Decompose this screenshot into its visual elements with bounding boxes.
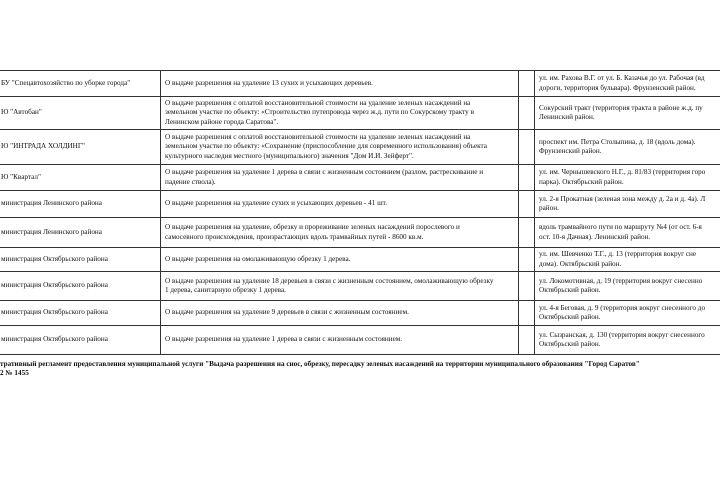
address-line: Октябрьский район. xyxy=(539,340,601,348)
applicant-cell: министрация Октябрьского района xyxy=(0,248,161,272)
decision-cell xyxy=(161,326,519,355)
applicant-cell: министрация Ленинского района xyxy=(0,191,161,218)
decision-line: О выдаче разрешения на омолаживающую обрезку 1 дерева. xyxy=(165,254,351,263)
address-line: парка). Октябрьский район. xyxy=(539,177,624,186)
table-row xyxy=(0,272,720,301)
address-cell xyxy=(535,97,720,130)
address-line: ул. Сызранская, д. 130 (территория вокруг снесенного xyxy=(539,330,705,339)
spacer-cell xyxy=(519,248,535,272)
decision-cell xyxy=(161,71,519,97)
permits-table-body xyxy=(0,71,720,355)
address-cell xyxy=(535,218,720,248)
table-row xyxy=(0,301,720,326)
address-line: ул. им. Шевченко Т.Г., д. 13 (территория вокруг сне xyxy=(539,250,697,259)
table-row xyxy=(0,165,720,191)
decision-cell xyxy=(161,301,519,326)
decision-line: О выдаче разрешения на удаление 1 дерева в связи с жизненным состоянием (разлом, растрескивание и xyxy=(165,168,484,177)
decision-cell xyxy=(161,97,519,130)
decision-line: О выдаче разрешения на удаление, обрезку и прореживание зеленых насаждений порослевого и xyxy=(165,223,460,232)
decision-line: О выдаче разрешения на удаление 13 сухих и усыхающих деревьев. xyxy=(165,78,373,87)
decision-line: земельном участке по объекту: «Строительство путепровода через ж.д. пути по Сокурскому тракту в xyxy=(165,108,474,117)
spacer-cell xyxy=(519,97,535,130)
address-cell xyxy=(535,326,720,355)
table-row xyxy=(0,71,720,97)
address-cell xyxy=(535,301,720,326)
address-line: дороги, территория бульвара). Фрунзенский район. xyxy=(539,83,696,92)
table-row xyxy=(0,248,720,272)
address-line: Фрунзенский район. xyxy=(539,147,602,155)
spacer-cell xyxy=(519,272,535,301)
decision-cell xyxy=(161,272,519,301)
applicant-cell: министрация Октябрьского района xyxy=(0,272,161,301)
table-row xyxy=(0,97,720,130)
applicant-cell: министрация Октябрьского района xyxy=(0,301,161,326)
decision-line: О выдаче разрешения с оплатой восстановительной стоимости на удаление зеленых насаждений на xyxy=(165,99,471,108)
decision-line: О выдаче разрешения с оплатой восстановительной стоимости на удаление зеленых насаждений на xyxy=(165,133,471,142)
decision-line: О выдаче разрешения на удаление сухих и усыхающих деревьев - 41 шт. xyxy=(165,199,388,208)
decision-line: О выдаче разрешения на удаление 1 дерева в связи с жизненным состоянием. xyxy=(165,335,403,344)
spacer-cell xyxy=(519,326,535,355)
decision-line: культурного наследия местного (муниципального) значения "Дом И.И. Зейферт". xyxy=(165,151,414,160)
address-line: ост. 10-я Дачная). Ленинский район. xyxy=(539,232,651,241)
spacer-cell xyxy=(519,301,535,326)
address-line: ул. им. Чернышевского Н.Г., д. 81/83 (территория горо xyxy=(539,168,706,177)
decision-line: самосевного происхождения, произрастающих вдоль трамвайных путей - 8600 кв.м. xyxy=(165,232,424,241)
footer-resolution-number: 2 № 1455 xyxy=(0,369,29,377)
applicant-cell: Ю "ИНТРАДА ХОЛДИНГ" xyxy=(0,130,161,165)
address-line: вдоль трамвайного пути по маршруту №4 (от ост. 6-я xyxy=(539,223,702,232)
decision-line: падение ствола). xyxy=(165,177,216,186)
decision-line: земельном участке по объекту: «Сохранение (приспособление для современного использования) объекта xyxy=(165,142,487,151)
spacer-cell xyxy=(519,191,535,218)
permits-table xyxy=(0,70,720,355)
address-line: ул. Локомотивная, д. 19 (территория вокруг снесенно xyxy=(539,276,703,285)
decision-line: 1 дерева, санитарную обрезку 1 дерева. xyxy=(165,286,286,294)
address-line: Сокурский тракт (территория тракта в районе ж.д. пу xyxy=(539,103,703,112)
spacer-cell xyxy=(519,218,535,248)
decision-cell xyxy=(161,218,519,248)
table-row xyxy=(0,218,720,248)
address-line: Ленинский район. xyxy=(539,113,595,121)
decision-cell xyxy=(161,130,519,165)
address-line: дома). Октябрьский район. xyxy=(539,259,622,268)
address-cell xyxy=(535,165,720,191)
applicant-cell: министрация Октябрьского района xyxy=(0,326,161,355)
table-row xyxy=(0,130,720,165)
applicant-cell: БУ "Спецавтохозяйство по уборке города" xyxy=(0,71,161,97)
spacer-cell xyxy=(519,130,535,165)
decision-line: О выдаче разрешения на удаление 9 деревьев в связи с жизненным состоянием. xyxy=(165,308,409,317)
address-line: ул. им. Рахова В.Г. от ул. Б. Казачья до ул. Рабочая (вд xyxy=(539,74,705,83)
address-line: проспект им. Петра Столыпина, д. 18 (вдоль дома). xyxy=(539,137,696,146)
address-line: ул. 2-я Прокатная (зеленая зона между д. 2а и д. 4а). Л xyxy=(539,194,706,203)
spacer-cell xyxy=(519,165,535,191)
decision-cell xyxy=(161,191,519,218)
applicant-cell: Ю "Квартал" xyxy=(0,165,161,191)
address-cell xyxy=(535,248,720,272)
decision-line: Ленинском районе города Саратова". xyxy=(165,117,279,126)
footer-regulation-title: тративный регламент предоставления муниципальной услуги "Выдача разрешения на снос, обрезку, пересадку зеленых насаждений на территории муниципального образования "Город Саратов" xyxy=(0,360,640,368)
decision-line: О выдаче разрешения на удаление 18 деревьев в связи с жизненным состоянием, омолаживающую обрезку xyxy=(165,276,494,285)
decision-cell xyxy=(161,248,519,272)
applicant-cell: министрация Ленинского района xyxy=(0,218,161,248)
table-row xyxy=(0,191,720,218)
address-cell xyxy=(535,71,720,97)
spacer-cell xyxy=(519,71,535,97)
address-line: ул. 4-я Беговая, д. 9 (территория вокруг снесенного до xyxy=(539,303,706,312)
document-footer xyxy=(0,360,640,378)
address-line: район. xyxy=(539,204,559,212)
table-row xyxy=(0,326,720,355)
address-cell xyxy=(535,191,720,218)
applicant-cell: Ю "Автобан" xyxy=(0,97,161,130)
address-cell xyxy=(535,130,720,165)
address-line: Октябрьский район. xyxy=(539,286,601,294)
address-cell xyxy=(535,272,720,301)
address-line: Октябрьский район. xyxy=(539,313,601,321)
decision-cell xyxy=(161,165,519,191)
